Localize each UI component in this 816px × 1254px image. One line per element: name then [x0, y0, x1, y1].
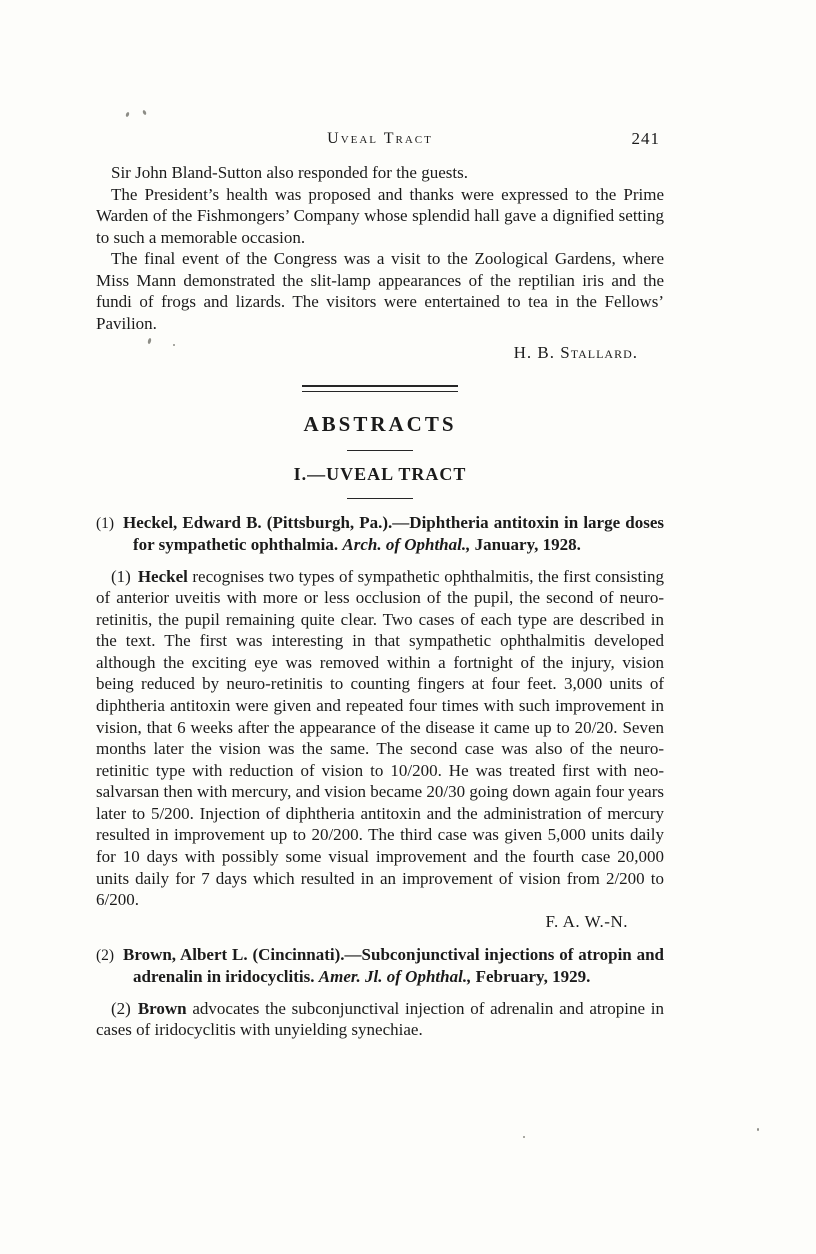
scan-speck [173, 344, 175, 346]
section-title: I.—UVEAL TRACT [293, 463, 467, 484]
double-rule-divider [302, 385, 458, 392]
page-header [96, 130, 664, 154]
abstract-entry-1 [96, 512, 664, 932]
intro-signature: H. B. Stallard. [513, 342, 638, 362]
entry-2-journal-name: Amer. Jl. of Ophthal., [318, 967, 472, 987]
intro-paragraph-3: The final event of the Congress was a visit to the Zoological Gardens, where Miss Mann demonstrated the slit-lamp appearances of the reptilian iris and the fundi of frogs and lizards. The visitors were entertained to tea in the Fellows’ Pavilion. [96, 249, 664, 334]
entry-2-body-number: (2) [111, 998, 131, 1018]
entry-1-heading [96, 512, 664, 557]
entry-1-body-number: (1) [111, 566, 131, 586]
entry-1-body [96, 566, 664, 911]
abstracts-title: ABSTRACTS [303, 411, 457, 436]
entry-2-heading [96, 944, 664, 989]
intro-paragraph-1: Sir John Bland-Sutton also responded for the guests. [111, 163, 468, 182]
entry-2-number: (2) [96, 946, 115, 964]
entry-2-body-author: Brown [137, 998, 187, 1018]
entry-2-body-text: advocates the subconjunctival injection of adrenalin and atropine in cases of iridocyclitis with unyielding synechiae. [96, 998, 664, 1040]
scan-speck [125, 112, 130, 118]
entry-1-body-text: recognises two types of sympathetic ophthalmitis, the first consisting of anterior uveitis with more or less occlusion of the pupil, the second of neuro-retinitis, the pupil remaining quite clear. Two cases of each type are described in the text. The first was interesting in that sympathetic ophthalmitis developed although the exciting eye was removed within a fortnight of the injury, vision being reduced by neuro-retinitis to counting fingers at four feet. 3,000 units of diphtheria antitoxin were given and repeated four times with such improvement in vision, that 6 weeks after the appearance of the disease it came up to 20/20. Seven months later the vision was the same. The second case was also of the neuro-retinitic type with reduction of vision to 10/200. He was treated first with neo-salvarsan then with mercury, and vision became 20/30 going down again four years later to 5/200. Injection of diphtheria antitoxin and the administration of mercury resulted in improvement up to 20/200. The third case was given 5,000 units daily for 10 days with possibly some visual improvement and the fourth case 20,000 units daily for 7 days which resulted in an improvement of vision from 2/200 to 6/200. [96, 566, 664, 910]
scan-speck [523, 1136, 525, 1138]
rule-divider-1 [347, 450, 413, 451]
entry-1-date: January, 1928. [474, 535, 581, 555]
entry-2-title: Brown, Albert L. (Cincinnati).—Subconjunctival injections of atropin and adrenalin in iridocyclitis. [123, 944, 664, 987]
intro-section [96, 162, 664, 363]
scan-speck [142, 110, 147, 116]
entry-1-body-author: Heckel [137, 566, 188, 586]
entry-1-journal-name: Arch. of Ophthal., [342, 535, 471, 555]
entry-2-body [96, 998, 664, 1041]
page-number: 241 [631, 129, 660, 148]
entry-1-number: (1) [96, 514, 115, 532]
rule-divider-2 [347, 498, 413, 499]
intro-paragraph-2: The President’s health was proposed and thanks were expressed to the Prime Warden of the Fishmongers’ Company whose splendid hall gave a dignified setting to such a memorable occasion. [96, 184, 664, 247]
running-head-title: Uveal Tract [327, 130, 433, 147]
entry-1-signature: F. A. W.-N. [545, 911, 628, 931]
entry-1-title: Heckel, Edward B. (Pittsburgh, Pa.).—Diphtheria antitoxin in large doses for sympathetic ophthalmia. [123, 512, 664, 555]
entry-2-date: February, 1929. [475, 967, 591, 987]
scan-speck [757, 1128, 759, 1131]
abstract-entry-2 [96, 944, 664, 1041]
